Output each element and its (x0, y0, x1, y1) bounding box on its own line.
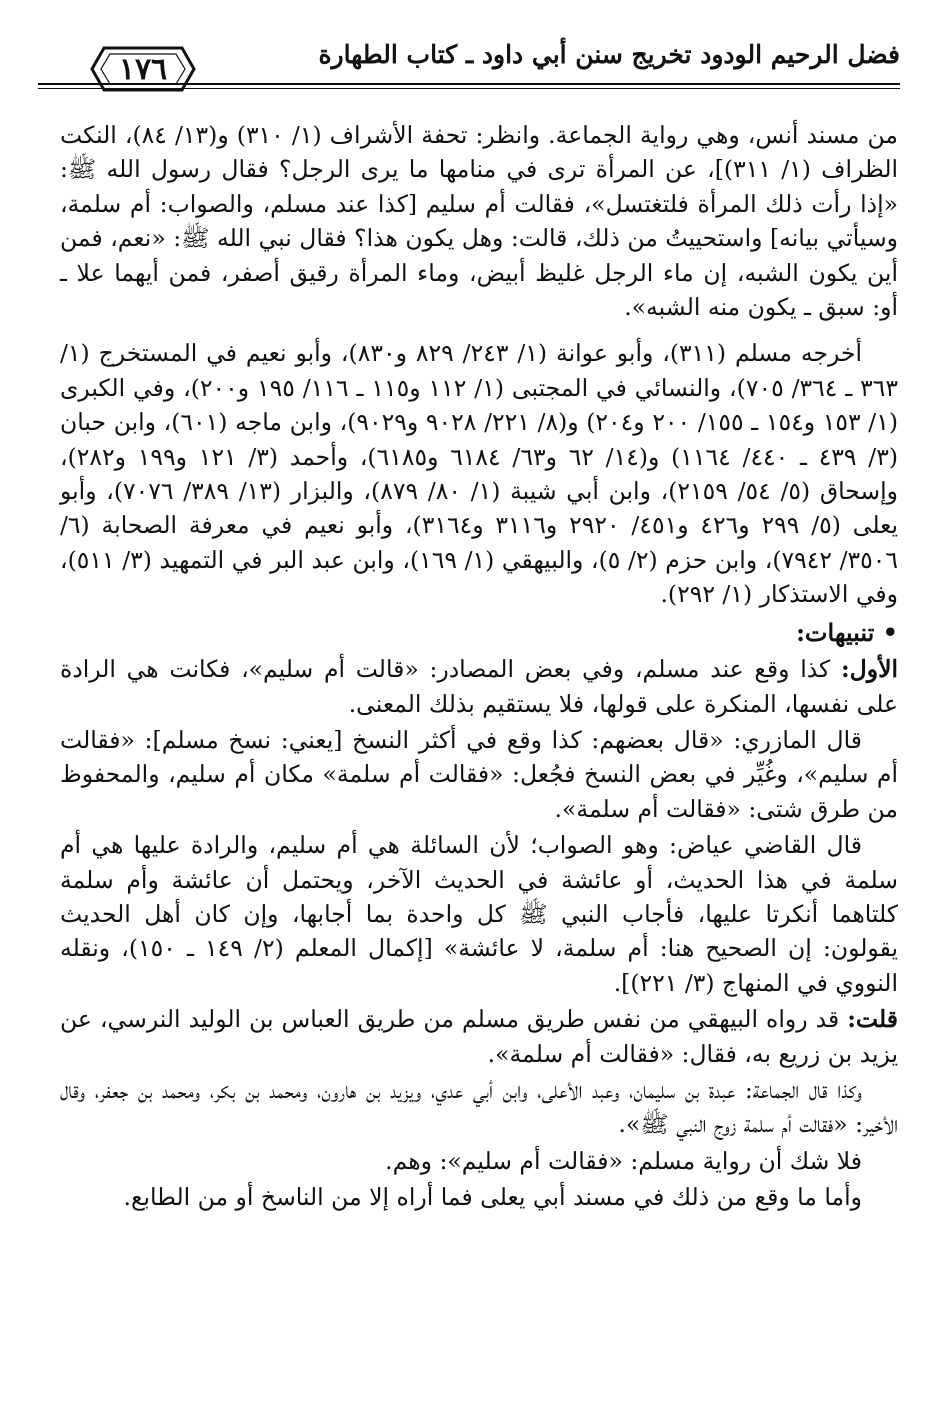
paragraph-takhrij: أخرجه مسلم (٣١١)، وأبو عوانة (١/ ٢٤٣/ ٨٢٩ و٨٣٠)، وأبو نعيم في المستخرج (١/ ٣٦٣ ـ ٣٦٤/ ٧٠٥)، والنسائي في المجتبى (١/ ١١٢ و١١٥ ـ ١١٦/ ١٩٥ و٢٠٠)، وفي الكبرى (١/ ١٥٣ و١٥٤ ـ ١٥٥/ ٢٠٠ و٢٠٤) و(٨/ ٢٢١/ ٩٠٢٨ و٩٠٢٩)، وابن ماجه (٦٠١)، وابن حبان (٣/ ٤٣٩ ـ ٤٤٠/ ١١٦٤) و(١٤/ ٦٢ و٦٣/ ٦١٨٤ و٦١٨٥)، وأحمد (٣/ ١٢١ و١٩٩ و٢٨٢)، وإسحاق (٥/ ٥٤/ ٢١٥٩)، وابن أبي شيبة (١/ ٨٠/ ٨٧٩)، والبزار (١٣/ ٣٨٩/ ٧٠٧٦)، وأبو يعلى (٥/ ٢٩٩ و٤٢٦ و٤٥١/ ٢٩٢٠ و٣١١٦ و٣١٦٤)، وأبو نعيم في معرفة الصحابة (٦/ ٣٥٠٦/ ٧٩٤٢)، وابن حزم (٢/ ٥)، والبيهقي (١/ ١٦٩)، وابن عبد البر في التمهيد (٣/ ٥١١)، وفي الاستذكار (١/ ٢٩٢). (60, 339, 899, 609)
qultu-label: قلت: (847, 1005, 898, 1034)
paragraph-mazari: قال المازري: «قال بعضهم: كذا وقع في أكثر النسخ [يعني: نسخ مسلم]: «فقالت أم سليم»، وغُيِّر في بعض النسخ فجُعل: «فقالت أم سلمة» مكان أم سليم، والمحفوظ من طرق شتى: «فقالت أم سلمة». (60, 725, 898, 823)
page-number: ١٧٦ (118, 51, 168, 87)
qultu-text: قد رواه البيهقي من نفس طريق مسلم من طريق العباس بن الوليد النرسي، عن يزيد بن زريع به، فقال: «فقالت أم سلمة». (60, 1005, 898, 1068)
note-first-label: الأول: (840, 655, 898, 684)
section-title-notes: • تنبيهات: (796, 617, 898, 647)
note-first-text: كذا وقع عند مسلم، وفي بعض المصادر: «قالت أم سليم»، فكانت هي الرادة على نفسها، المنكرة على قولها، فلا يستقيم بذلك المعنى. (60, 655, 898, 718)
running-header-title: فضل الرحيم الودود تخريج سنن أبي داود ـ كتاب الطهارة (318, 40, 900, 69)
paragraph-final: وأما ما وقع من ذلك في مسند أبي يعلى فما أراه إلا من الناسخ أو من الطابع. (123, 1183, 862, 1212)
paragraph-qultu (60, 1002, 898, 1071)
spacer (60, 326, 898, 336)
paragraph-qadi-iyad: قال القاضي عياض: وهو الصواب؛ لأن السائلة هي أم سليم، والرادة عليها هي أم سلمة في هذا الحديث، أو عائشة في الحديث الآخر، ويحتمل أن عائشة وأم سلمة كلتاهما أنكرتا عليها، فأجاب النبي ﷺ كل واحدة بما أجابها، وإن كان أهل الحديث يقولون: إن الصحيح هنا: أم سلمة، لا عائشة» [إكمال المعلم (٢/ ١٤٩ ـ ١٥٠)، ونقله النووي في المنهاج (٣/ ٢٢١)]. (60, 831, 898, 997)
header-rule (38, 83, 900, 89)
paragraph-conclusion: فلا شك أن رواية مسلم: «فقالت أم سليم»: وهم. (385, 1146, 862, 1175)
paragraph-hadith-text: من مسند أنس، وهي رواية الجماعة. وانظر: تحفة الأشراف (١/ ٣١٠) و(١٣/ ٨٤)، النكت الظراف (١/ ٣١١)]، عن المرأة ترى في منامها ما يرى الرجل؟ فقال رسول الله ﷺ: «إذا رأت ذلك المرأة فلتغتسل»، فقالت أم سليم [كذا عند مسلم، والصواب: أم سلمة، وسيأتي بيانه] واستحييتُ من ذلك، قالت: وهل يكون هذا؟ فقال نبي الله ﷺ: «نعم، فمن أين يكون الشبه، إن ماء الرجل غليظ أبيض، وماء المرأة رقيق أصفر، فمن أيهما علا ـ أو: سبق ـ يكون منه الشبه». (60, 121, 899, 322)
paragraph-jamaah: وكذا قال الجماعة: عبدة بن سليمان، وعبد الأعلى، وابن أبي عدي، ويزيد بن هارون، ومحمد بن بكر، ومحمد بن جعفر، وقال الأخير: «فقالت أم سلمة زوج النبي ﷺ». (60, 1075, 898, 1139)
page-number-badge (90, 40, 196, 98)
paragraph-note-first (60, 652, 898, 721)
page-header (38, 40, 900, 102)
page-body (60, 118, 898, 1217)
